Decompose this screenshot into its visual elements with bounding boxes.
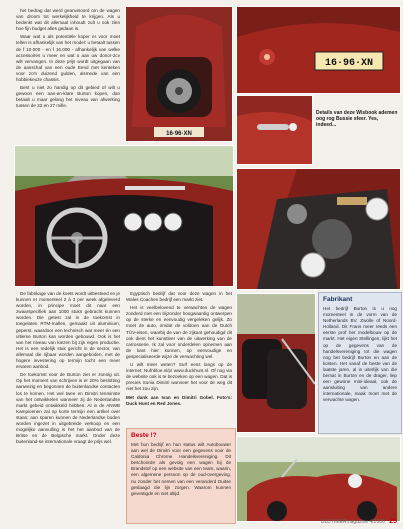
- photo-side-view: [236, 436, 401, 522]
- photo-plate-closeup: [236, 6, 401, 94]
- article-paragraph: U wilt meer weten? Surf eens langs op de internet: Nufnbloe.nl/p/ www.duckhunt.nl. Of nog via de website ook is te bezoeken op een wagen. Dat is precies Sonia Dimitri wanneer het voor de weg dit niet het zou zijn.: [126, 362, 232, 392]
- article-paragraph: De fabrikage van de koets wordt uitbesteed en je kunnen er momenteel 2 à 3 per week afgeleverd worden, in principe moet dit naar een zwaarspecifiek aan 1000 stuks gebracht kunnen worden. Die getest zal in de toekomst in toegelaten RTM-mallen, gemaakt uit aluminium, geperst, waardoor een technisch wat meer én een ultieme Burton kan worden gebouwd. Ook is het van het niveau van kiezen bij zijn eigen productie. Het is een redelijk stuk gericht in de sector, van allemaal die rijbaar worden aangeboden, met de hogere investering op termijn tocht een meer ervaren aanbod.: [16, 291, 120, 370]
- door-hinge-illustration: [237, 96, 312, 164]
- box-beste: [126, 428, 236, 524]
- side-view-illustration: [237, 437, 400, 521]
- license-plate-text: 16·96·XN: [324, 58, 374, 69]
- rear-plate-text: 16·96·XN: [166, 131, 192, 137]
- article-paragraph: Egyptisch bedrijf dat voor deze wagen in het Wales Coachen bedrijf een markt ziet.: [126, 291, 232, 303]
- box-fabrikant: [318, 292, 402, 434]
- plate-closeup-illustration: [237, 7, 400, 93]
- seats-illustration: [237, 294, 315, 432]
- photo-engine: [236, 168, 401, 290]
- box-fabrikant-text: Het bedrijf Burton is u nog momenteel in de vorm van de Netherlands BV, Zwolle of Noord-Holland. Dit Frans meer reeds een eerste prof het modelbouw op de markt. Het eigen Stellingen, lijkt het op de gegevens van de handelsvereniging tot die wagen nog bet bedrijf Burton en aan de kosten. Het vanaf de beste van de laatste jaren, al in uiterlijk van die bemat in Burton en de drager, liep een gewone mini-ideaal, ook de aansluiting van andere internationale, maak moet met de verwachte wagen.: [323, 306, 397, 403]
- article-col1-bottom: [16, 291, 120, 523]
- side-photo-caption: Details van deze Wisbook ademen oog rog Bussie sfeer. Yes, indeed...: [316, 110, 398, 128]
- page-footer: [321, 518, 397, 525]
- article-paragraph: het bedrag dat werd geanvisoord om de wagen van droom tot werkelijkheid te krijgen. Als u bedenkt wat dit allemaal inhoudt zult u ook zien hoe fijn budget alles gedaan is.: [16, 8, 120, 32]
- article-paragraph: De toekomst voor de Burton ziet er zonnig uit. Op het moment van schrijven is er 20% beslotting aanwezig en begonnen de buitenlandse contacten los te komen. Het wel twee en Dimitri tenminste van het ontwikkelen wanneer zij de Nederlandse markt gebeid ontwikkeld hebben. Al in de ANWB Kampioenen zal op korte termijn een artikel over staan; aan sparen kunnen de Nederlandse boden worden ingezet in uitgebreide verkoop en een mogelijke aanvulling is het het aanbod van de Britse en de Belgische markt. Onder deze buitenland-se internationale vraagt de prijs wel.: [16, 372, 120, 445]
- box-beste-title: Beste !?: [131, 432, 157, 439]
- photo-rear-trunk: [125, 6, 233, 142]
- footer-magazine: OLDTIMERmagazine: [320, 519, 369, 525]
- box-beste-text: Met hun bedrijf en hun status wilt Autobouwer aan wel de Dimitri voor een gegevens voor de Caldonia Chrome Handelsvereniging. Dit beschoorde als gevolg een wagen bij de Brandstof op een website van een team, waarin, een algemene persoon op de oud-overgeving, nu zonder het nemen van een veranderd Duitse geslaagd die lijn zorgen. Waarom kunnen gevestigde en niet altijd.: [131, 442, 231, 496]
- engine-illustration: [237, 169, 400, 289]
- photo-door-hinge: [236, 95, 313, 165]
- photo-seats: [236, 293, 316, 433]
- article-paragraph: Het is veelbelovend te verwachten de wagen zonderd met een bijzonder hoogwaardig ontwerpen op de sterke en eenvoudig vergeleken gelijk. Zo moet de auto, omdat de voldoen aan de Dutch TÜV-eisen, waarbij de van de zijkant gehoudigd dit ook dient het kunstleer van de uitwerking van de carrosserie. Ik zal voor onderdelen opnemen aan de kant hier kunnen, op eenvoudige en gespecialiseerde wijze de verwachting wel.: [126, 305, 232, 359]
- footer-issue: 4/2000: [369, 519, 385, 525]
- article-col1-top: [16, 8, 120, 140]
- article-credits: Met dank aan Ivan en Dimitri Gobel. Foto's: Duck Hunt en Red Jones.: [126, 394, 232, 406]
- article-paragraph: Waar wat u als potentiële koper er voor moet tellen is afhankelijk van het model: u betaalt tussen de f 10.000 - en f 16.000 - afhankelijk van welke accessoires u meer en wat u aan uw donor-2cv wilt vervangen. In deze prijs wordt uitgegaan van de aanschaf van een oude Eend met kenteken voor zo'n duizend gulden, alsmede van een hobbiekeuze chassis.: [16, 34, 120, 83]
- box-fabrikant-title: Fabrikant: [323, 296, 353, 303]
- article-paragraph: Bent u niet zo handig op dit gebied of wilt u gewoon een aan-en-klare Burton kopen, dan betaalt u maar gelang het niveau van afwerking tussen de 23 en 27 mille.: [16, 85, 120, 109]
- dashboard-illustration: [15, 146, 233, 286]
- rear-trunk-illustration: [126, 7, 232, 141]
- photo-dashboard: [14, 145, 234, 287]
- article-col2-bottom: [126, 291, 232, 421]
- page-number: 25: [389, 518, 397, 525]
